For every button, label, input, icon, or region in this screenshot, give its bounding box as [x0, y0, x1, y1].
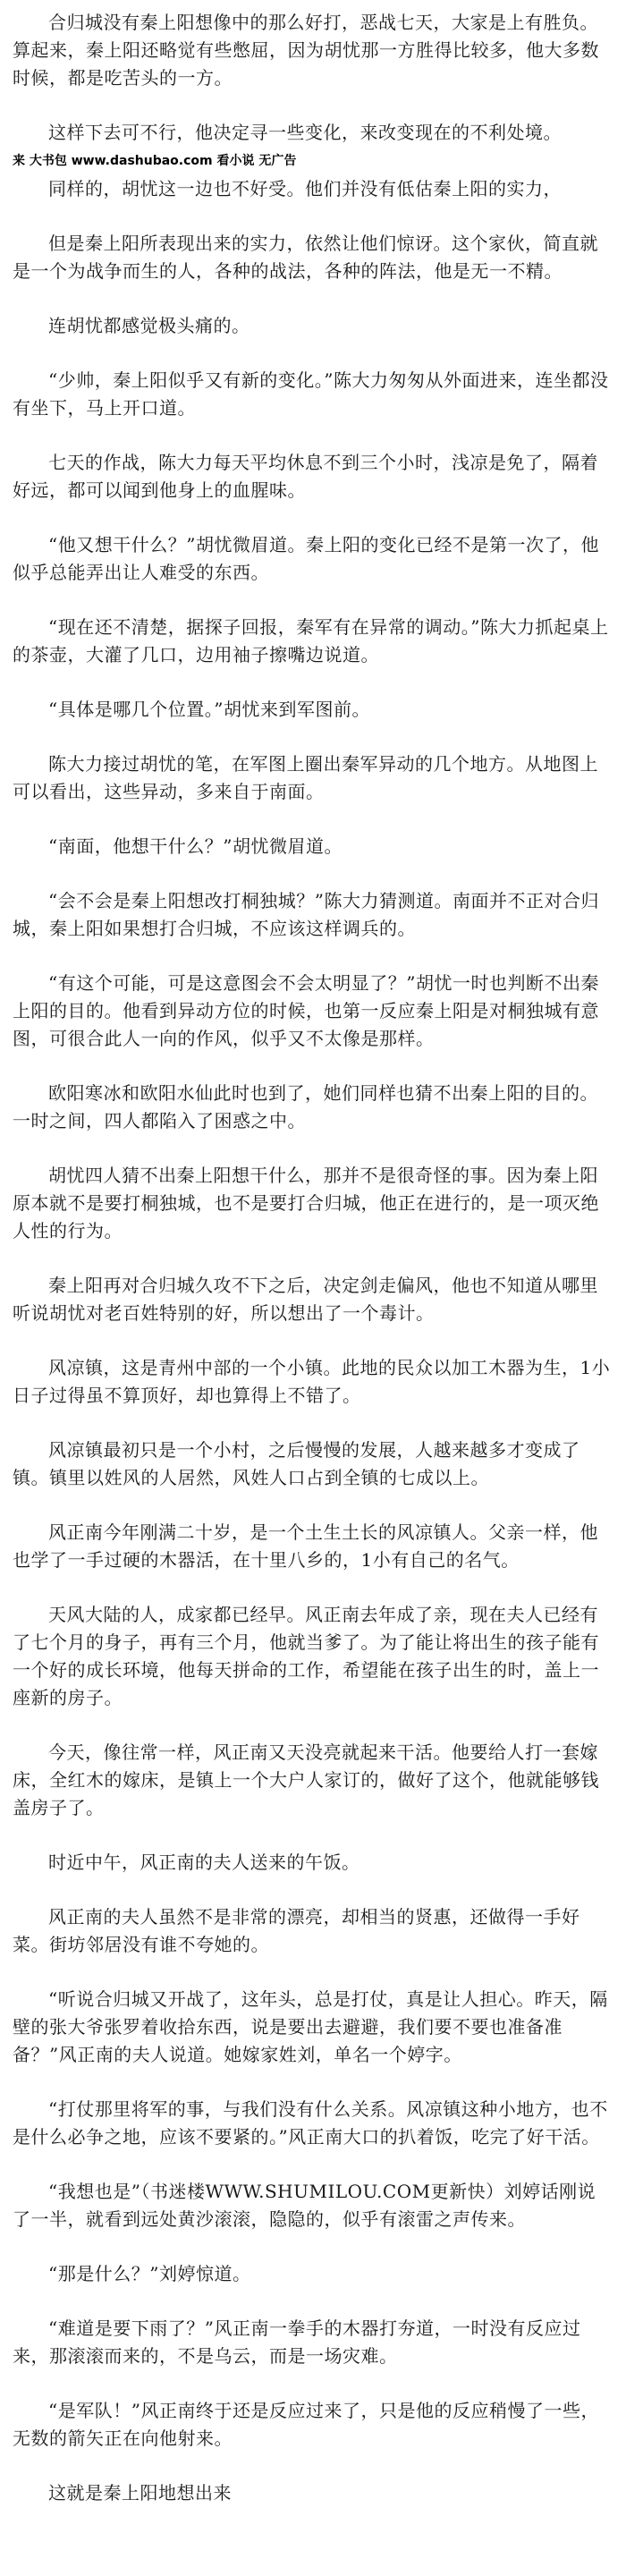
paragraph: 连胡忧都感觉极头痛的。 [48, 315, 250, 336]
paragraph: “有这个可能，可是这意图会不会太明显了？”胡忧一时也判断不出秦上阳的目的。他看到异动方位的时候，也第一反应秦上阳是对桐独城有意图，可很合此人一向的作风，似乎又不太像是那样。 [13, 972, 599, 1049]
paragraph: 风正南今年刚满二十岁，是一个土生土长的风凉镇人。父亲一样，他也学了一手过硬的木器活，在十里八乡的，1小有自己的名气。 [13, 1521, 598, 1571]
paragraph: 秦上阳再对合归城久攻不下之后，决定剑走偏风，他也不知道从哪里听说胡忧对老百姓特别的好，所以想出了一个毒计。 [13, 1275, 598, 1324]
paragraph: “少帅，秦上阳似乎又有新的变化。”陈大力匆匆从外面进来，连坐都没有坐下，马上开口道。 [13, 369, 609, 419]
paragraph: 同样的，胡忧这一边也不好受。他们并没有低估秦上阳的实力， [48, 178, 562, 199]
paragraph: “他又想干什么？”胡忧微眉道。秦上阳的变化已经不是第一次了，他似乎总能弄出让人难受的东西。 [13, 534, 599, 583]
paragraph: “那是什么？”刘婷惊道。 [48, 2263, 251, 2284]
paragraph: 七天的作战，陈大力每天平均休息不到三个小时，浅凉是免了，隔着好远，都可以闻到他身上的血腥味。 [13, 452, 598, 501]
paragraph: 陈大力接过胡忧的笔，在军图上圈出秦军异动的几个地方。从地图上可以看出，这些异动，多来自于南面。 [13, 753, 598, 802]
paragraph: “现在还不清楚，据探子回报，秦军有在异常的调动。”陈大力抓起桌上的茶壶，大灌了几口，边用袖子擦嘴边说道。 [13, 616, 609, 665]
paragraph: 但是秦上阳所表现出来的实力，依然让他们惊讶。这个家伙，简直就是一个为战争而生的人，各种的战法，各种的阵法，他是无一不精。 [13, 233, 598, 282]
paragraph: 胡忧四人猜不出秦上阳想干什么，那并不是很奇怪的事。因为秦上阳原本就不是要打桐独城，也不是要打合归城，他正在进行的，是一项灭绝人性的行为。 [13, 1165, 599, 1241]
paragraph: “南面，他想干什么？”胡忧微眉道。 [48, 835, 343, 857]
paragraph: 这样下去可不行，他决定寻一些变化，来改变现在的不利处境。 [48, 122, 562, 143]
paragraph: “我想也是”（书迷楼WWW.SHUMILOU.COM更新快）刘婷话刚说了一半，就看到远处黄沙滚滚，隐隐的，似乎有滚雷之声传来。 [13, 2181, 596, 2230]
paragraph: 合归城没有秦上阳想像中的那么好打，恶战七天，大家是上有胜负。算起来，秦上阳还略觉有些憋屈，因为胡忧那一方胜得比较多，他大多数时候，都是吃苦头的一方。 [13, 12, 599, 89]
watermark-text: 来 大书包 www.dashubao.com 看小说 无广告 [13, 154, 297, 168]
paragraph: “会不会是秦上阳想改打桐独城？”陈大力猜测道。南面并不正对合归城，秦上阳如果想打合归城，不应该这样调兵的。 [13, 890, 599, 939]
paragraph: 时近中午，风正南的夫人送来的午饭。 [48, 1852, 360, 1873]
paragraph: “打仗那里将军的事，与我们没有什么关系。风凉镇这种小地方，也不是什么必争之地，应该不要紧的。”风正南大口的扒着饭，吃完了好干活。 [13, 2098, 608, 2148]
paragraph: 这就是秦上阳地想出来 [48, 2482, 232, 2504]
paragraph: 风正南的夫人虽然不是非常的漂亮，却相当的贤惠，还做得一手好菜。街坊邻居没有谁不夸她的。 [13, 1906, 580, 1955]
paragraph: 今天，像往常一样，风正南又天没亮就起来干活。他要给人打一套嫁床，全红木的嫁床，是镇上一个大户人家订的，做好了这个，他就能够钱盖房子了。 [13, 1741, 599, 1818]
paragraph: 天风大陆的人，成家都已经早。风正南去年成了亲，现在夫人已经有了七个月的身子，再有三个月，他就当爹了。为了能让将出生的孩子能有一个好的成长环境，他每天拼命的工作，希望能在孩子出生的时，盖上一座新的房子。 [13, 1604, 599, 1708]
paragraph: 风凉镇，这是青州中部的一个小镇。此地的民众以加工木器为生，1小日子过得虽不算顶好，却也算得上不错了。 [13, 1357, 611, 1406]
paragraph: 欧阳寒冰和欧阳水仙此时也到了，她们同样也猜不出秦上阳的目的。一时之间，四人都陷入了困惑之中。 [13, 1082, 598, 1131]
paragraph: “是军队！”风正南终于还是反应过来了，只是他的反应稍慢了一些，无数的箭矢正在向他射来。 [13, 2400, 599, 2449]
paragraph: “难道是要下雨了？”风正南一拳手的木器打夯道，一时没有反应过来，那滚滚而来的，不是乌云，而是一场灾难。 [13, 2318, 581, 2367]
paragraph: “听说合归城又开战了，这年头，总是打仗，真是让人担心。昨天，隔壁的张大爷张罗着收拾东西，说是要出去避避，我们要不要也准备准备？”风正南的夫人说道。她嫁家姓刘，单名一个婷字。 [13, 1988, 608, 2065]
paragraph: “具体是哪几个位置。”胡忧来到军图前。 [48, 699, 370, 720]
paragraph: 风凉镇最初只是一个小村，之后慢慢的发展，人越来越多才变成了镇。镇里以姓风的人居然，风姓人口占到全镇的七成以上。 [13, 1439, 580, 1488]
